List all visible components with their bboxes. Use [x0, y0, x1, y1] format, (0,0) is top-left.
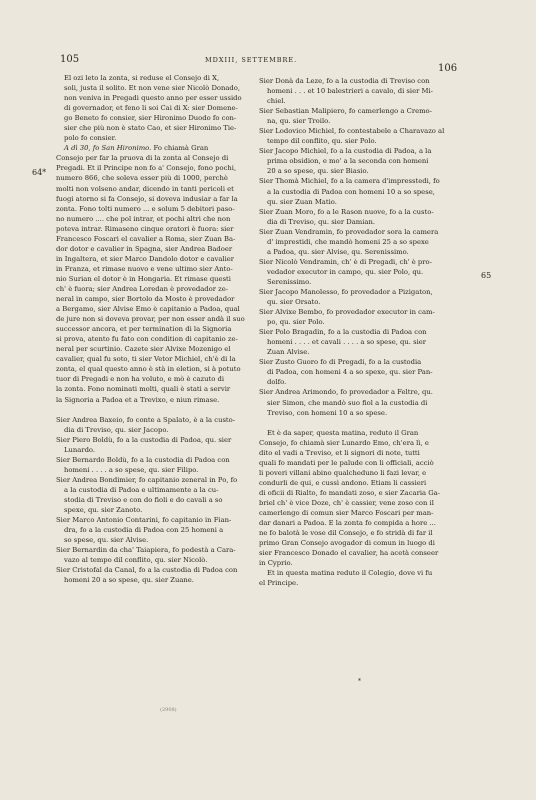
text-line: Consejo per far la pruova di la zonta al Consejo di [56, 154, 229, 163]
margin-note-left: 64* [32, 168, 47, 177]
spacer [56, 405, 262, 415]
entry-line: qu. sier Zuan Matio. [267, 197, 337, 206]
text-line: molti non volseno andar, dicendo in tanti pericoli et [56, 184, 234, 193]
text-line: Consejo, fo chiamà sier Lunardo Emo, ch'era lì, e [259, 438, 429, 447]
entry-line: Sier Bernardo Boldù, fo a la custodia di Padoa con [56, 455, 230, 464]
list-item [259, 287, 466, 307]
text-line: sier Francesco Donado el cavalier, ha acetà conseer [259, 549, 439, 558]
entry-line: Serenissimo. [267, 277, 312, 286]
entry-line: chiel. [267, 97, 286, 106]
text-line: Pregadi. Et il Principe non fo a' Consejo, fono pochi, [56, 164, 237, 173]
list-item [56, 545, 262, 565]
entry-line: Zuan Alvise. [267, 348, 310, 357]
entry-line: homeni . . . . et cavali . . . . a so spese, qu. sier [267, 338, 427, 347]
entry-line: homeni 20 a so spese, qu. sier Zuane. [64, 576, 194, 585]
entry-line: Sier Polo Bragadin, fo a la custodia di Padoa con [259, 328, 427, 337]
text-line: dar danari a Padoa. E la zonta fo compida a hore ... [259, 519, 436, 528]
entry-line: a la custodia di Padoa con homeni 10 a so spese, [267, 187, 435, 196]
entry-line: Sier Cristofal da Canal, fo a la custodia di Padoa con [56, 566, 238, 575]
text-fragment: Fo chiamà Gran [151, 144, 209, 153]
entry-line: Sier Zuan Vendramin, fo provedador sora la camera [259, 227, 439, 236]
list-item [259, 207, 466, 227]
left-column [56, 73, 262, 585]
list-item [259, 227, 466, 257]
entry-line: Sier Lodovico Michiel, fo contestabele a Charavazo al [259, 127, 445, 136]
entry-line: Sier Piero Boldù, fo a la custodia di Padoa, qu. sier [56, 435, 232, 444]
text-line: di governador, et feno li soi Cai di X: sier Domene- [64, 104, 238, 113]
text-line: dito el vadi a Treviso, et li signori di note, tutti [259, 448, 420, 457]
text-line: ne fo balotà le vose dil Consejo, e fo stridà di far il [259, 529, 433, 538]
entry-line: dra, fo a la custodia di Padoa con 25 homeni a [64, 526, 224, 535]
text-line: condurli de qui, e cussì andono. Etiam li cassieri [259, 478, 427, 487]
entry-line: Sier Andrea Bondimier, fo capitanio zeneral in Po, fo [56, 475, 238, 484]
entry-line: a la custodia di Padoa e ultimamente a la cu- [64, 485, 219, 494]
list-item [56, 515, 262, 545]
entry-line: tempo dil conflito, qu. sier Polo. [267, 137, 377, 146]
text-line: si prova, atento fu fato con condition di capitanio ze- [56, 335, 238, 344]
text-line: briel ch' è vice Doze, ch' è cassier, vene zoso con il [259, 498, 434, 507]
text-line: di oficii di Rialto, fo mandati zoso, e sier Zacaria Ga- [259, 488, 440, 497]
text-line: camerlengo di comun sier Marco Foscari per man- [259, 508, 434, 517]
text-line: fuogi atorno si fa Consejo, si doveva indusiar a far la [56, 194, 238, 203]
entry-line: stodia di Treviso e con do fioli e do cavali a so [64, 495, 223, 504]
list-item [259, 257, 466, 287]
list-item [259, 176, 466, 206]
list-item [259, 307, 466, 327]
entry-line: prima obsidion, e mo' a la seconda con homeni [267, 157, 429, 166]
entry-line: Sier Andrea Arimondo, fo provedador a Feltre, qu. [259, 388, 433, 397]
text-line: poteva intrar. Rimaseno cinque oratori è fuora: sier [56, 224, 234, 233]
page-number-right: 106 [438, 63, 458, 74]
entry-line: Sier Sebastian Malipiero, fo camerlengo a Cremo- [259, 107, 432, 116]
date-heading: A dì 30, fo San Hironimo. [64, 144, 152, 153]
list-item [259, 76, 466, 106]
entry-line: so spese, qu. sier Alvise. [64, 536, 149, 545]
entry-line: Sier Andrea Baxeio, fo conte a Spalato, è a la custo- [56, 415, 236, 424]
text-line: Et in questa matina reduto il Colegio, dove vi fu [267, 569, 433, 578]
list-item [259, 106, 466, 126]
text-line: la Signoria a Padoa et a Trevixo, e niun rimase. [56, 395, 220, 404]
entry-line: 20 a so spese, qu. sier Biasio. [267, 167, 369, 176]
text-line: cavalier, qual fu soto, ti sier Vetor Michiel, ch'è di la [56, 355, 236, 364]
asterisk-mark: * [358, 678, 361, 685]
text-line: soli, justa il solito. Et non vene sier Nicolò Donado, [64, 84, 241, 93]
running-head: MDXIII, SETTEMBRE. [205, 56, 298, 64]
text-line: no numero .... che pol intrar, et pochi altri che non [56, 214, 231, 223]
entry-line: dia di Treviso, qu. sier Damian. [267, 217, 375, 226]
entry-line: Sier Zusto Guoro fo di Pregadi, fo a la custodia [259, 358, 422, 367]
entry-line: dolfo. [267, 378, 287, 387]
text-line: ch' è fuora; sier Andrea Loredan è provedador ze- [56, 284, 229, 293]
entry-line: Sier Jacopo Michiel, fo a la custodia di Padoa, a la [259, 147, 432, 156]
entry-line: Lunardo. [64, 445, 96, 454]
entry-line: Sier Bernardin da cha' Taiapiera, fo podestà a Cara- [56, 546, 236, 555]
entry-line: spexe, qu. sier Zanoto. [64, 505, 143, 514]
text-line: a Bergamo, sier Alvise Emo è capitanio a Padoa, qual [56, 305, 240, 314]
list-item [56, 415, 262, 435]
text-line: el Principe. [259, 579, 299, 588]
entry-line: d' imprestidi, che mandò homeni 25 a so spexe [267, 237, 429, 246]
text-line: successor ancora, et per termination di la Signoria [56, 325, 232, 334]
text-line: in Franza, et rimase nuovo e vene ultimo sier Anto- [56, 264, 233, 273]
list-item [56, 475, 262, 515]
entry-line: homeni . . . et 10 balestrieri a cavalo, di sier Mi- [267, 87, 433, 96]
text-line: sier che più non è stato Cao, et sier Hironimo Tie- [64, 124, 237, 133]
list-item [56, 455, 262, 475]
text-line: non veniva in Pregadi questo anno per esser ussido [64, 94, 242, 103]
entry-line: a Padoa, qu. sier Alvise, qu. Serenissimo. [267, 247, 409, 256]
text-line: neral in campo, sier Bortolo da Mosto è provedador [56, 295, 235, 304]
text-line: quali fo mandati per le palude con li officiali, acciò [259, 458, 434, 467]
text-line: de jure non si doveva provar, per non esser andà il suo [56, 315, 245, 324]
entry-line: Sier Alvixe Bembo, fo provedador executor in cam- [259, 308, 435, 317]
text-line: polo fo consier. [64, 134, 117, 143]
text-line: zonta, el qual questo anno è stà in eletion, si à potuto [56, 365, 241, 374]
text-line: neral per scurtinio. Cazete sier Alvixe Mozenigo el [56, 345, 231, 354]
stamp: (2908) [160, 707, 177, 713]
entry-line: Sier Donà da Leze, fo a la custodia di Treviso con [259, 77, 430, 85]
list-item [259, 146, 466, 176]
text-line: tuor di Pregadi e non ha voluto, e mò è cazuto di [56, 375, 225, 384]
entry-line: po, qu. sier Polo. [267, 318, 325, 327]
list-item [259, 357, 466, 387]
entry-line: Sier Marco Antonio Contarini, fo capitanio in Fian- [56, 516, 232, 525]
text-line: zonta. Fono tolti numero ... e solum 5 debitori paso- [56, 204, 235, 213]
entry-line: homeni . . . . a so spese, qu. sier Filipo. [64, 465, 199, 474]
text-line: numero 866, che soleva esser più di 1000, perchè [56, 174, 228, 183]
entry-line: sier Simon, che mandò suo fiol a la custodia di [267, 398, 428, 407]
entry-line: di Padoa, con homeni 4 a so spexe, qu. sier Pan- [267, 368, 433, 377]
text-line: la zonta. Fono nominati molti, quali è stati a servir [56, 385, 231, 394]
list-item [259, 126, 466, 146]
text-line: dor dotor e cavalier in Spagna, sier Andrea Badoer [56, 244, 233, 253]
text-line: go Beneto fo consier, sier Hironimo Duodo fo con- [64, 114, 237, 123]
text-line: primo Gran Consejo avogador di comun in luogo di [259, 539, 435, 548]
entry-line: dia di Treviso, qu. sier Jacopo. [64, 425, 169, 434]
text-line: nio Surian el dotor è in Hongaria. Et rimase questi [56, 274, 231, 283]
entry-line: Sier Jacopo Manolesso, fo provedador a Pizigaton, [259, 287, 433, 296]
text-line: El ozi leto la zonta, si reduse el Consejo di X, [64, 74, 220, 82]
spacer [259, 418, 466, 428]
page-number-left: 105 [60, 54, 80, 65]
list-item [259, 387, 466, 417]
entry-line: Sier Nicolò Vendramin, ch' è di Pregadi, ch' è pro- [259, 257, 432, 266]
entry-line: Sier Thomà Michiel, fo a la camera d'impresstedi, fo [259, 177, 440, 186]
entry-line: na, qu. sier Troilo. [267, 117, 331, 126]
list-item [56, 435, 262, 455]
entry-line: qu. sier Orsato. [267, 298, 321, 307]
entry-line: Sier Zuan Moro, fo a le Rason nuove, fo a la custo- [259, 207, 434, 216]
margin-note-right: 65 [481, 271, 492, 280]
text-line: li poveri villani abino qualcheduno li fazi levar, e [259, 468, 427, 477]
list-item [259, 327, 466, 357]
entry-line: vedador executor in campo, qu. sier Polo, qu. [267, 267, 424, 276]
entry-line: Treviso, con homeni 10 a so spese. [267, 408, 388, 417]
right-column [259, 76, 466, 588]
text-line: Et è da saper, questa matina, reduto il Gran [267, 428, 419, 437]
text-line: in Cyprio. [259, 559, 293, 568]
list-item [56, 565, 262, 585]
date-heading-line [56, 143, 262, 153]
text-line: Francesco Foscari el cavalier a Roma, sier Zuan Ba- [56, 234, 236, 243]
text-line: in Ingaltera, et sier Marco Dandolo dotor e cavalier [56, 254, 235, 263]
entry-line: vazo al tempo dil conflito, qu. sier Nicolò. [64, 556, 208, 565]
